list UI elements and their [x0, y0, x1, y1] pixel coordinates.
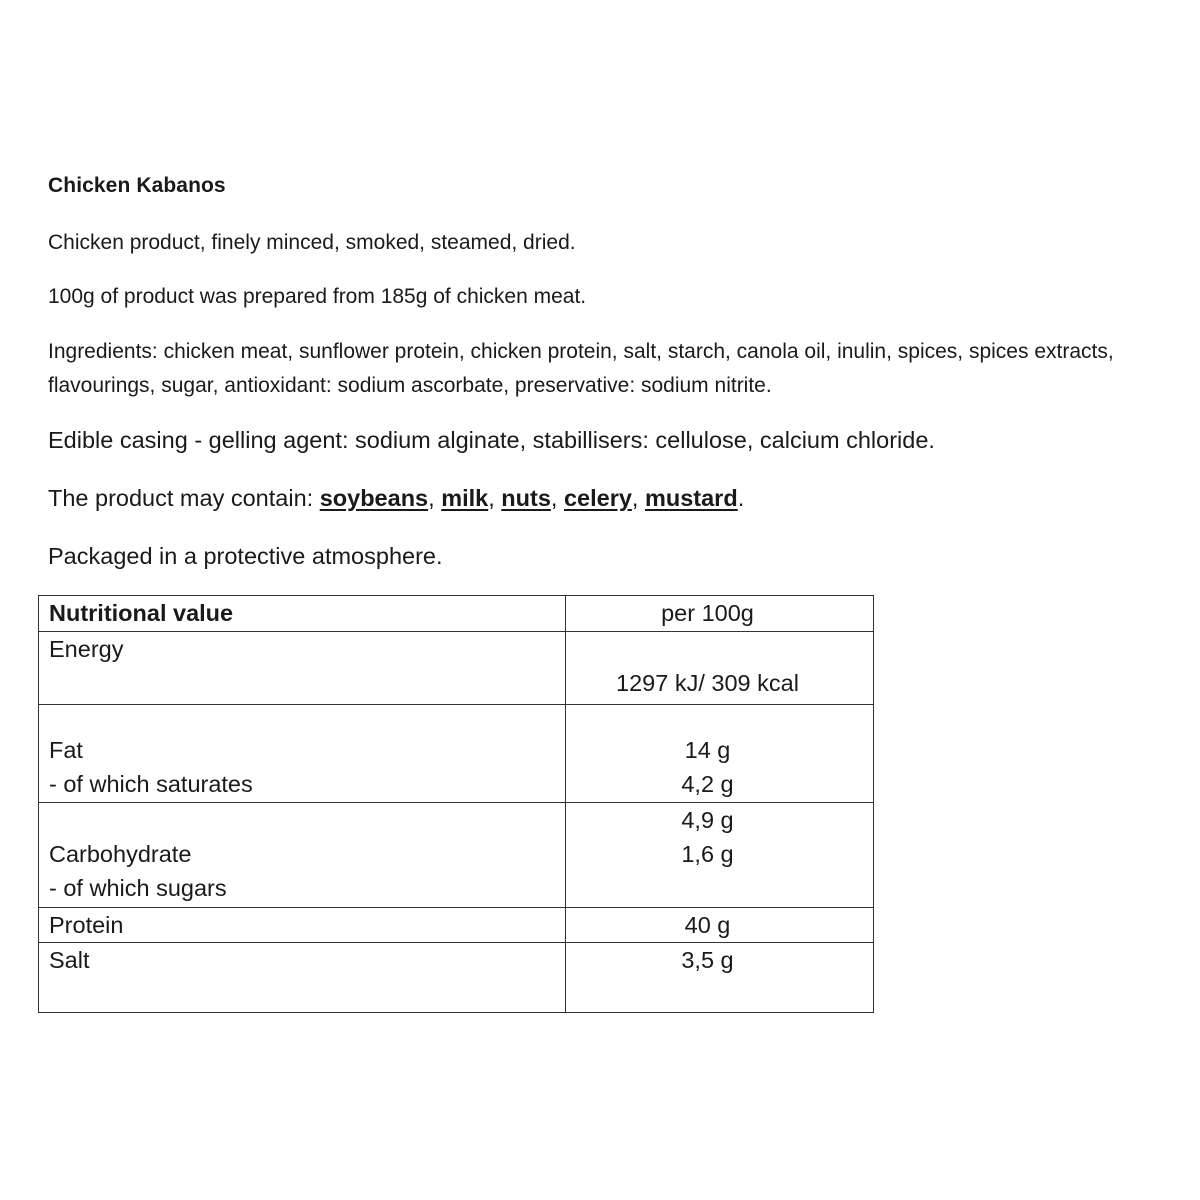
- salt-value: 3,5 g: [566, 943, 874, 1013]
- preparation-note: 100g of product was prepared from 185g of chicken meat.: [48, 285, 587, 308]
- saturates-label: - of which saturates: [49, 771, 253, 797]
- table-row: [39, 908, 874, 943]
- sugars-value: 1,6 g: [681, 841, 734, 867]
- casing-info: Edible casing - gelling agent: sodium alginate, stabillisers: cellulose, calcium chloride.: [48, 427, 935, 453]
- allergen-soybeans: soybeans: [319, 485, 429, 511]
- table-row: [39, 803, 874, 908]
- table-row: [39, 632, 874, 705]
- nutrition-header-label: Nutritional value: [39, 596, 566, 632]
- fat-label: Fat: [49, 737, 83, 763]
- ingredients-list: Ingredients: chicken meat, sunflower protein, chicken protein, salt, starch, canola oil, inulin, spices, spices extracts, flavourings, sugar, antioxidant: sodium ascorbate, preservative: sodium nitrite.: [48, 340, 1114, 397]
- allergen-prefix: The product may contain:: [48, 485, 320, 511]
- protein-value: 40 g: [566, 908, 874, 943]
- protein-label: Protein: [39, 908, 566, 943]
- product-title: Chicken Kabanos: [48, 174, 226, 197]
- product-description: Chicken product, finely minced, smoked, steamed, dried.: [48, 231, 576, 254]
- fat-value: 14 g: [684, 737, 731, 763]
- table-row: [39, 705, 874, 803]
- allergen-nuts: nuts: [501, 485, 551, 511]
- carbohydrate-label: Carbohydrate: [49, 841, 192, 867]
- sugars-label: - of which sugars: [49, 875, 227, 901]
- energy-value: 1297 kJ/ 309 kcal: [616, 670, 799, 696]
- saturates-value: 4,2 g: [681, 771, 734, 797]
- allergen-celery: celery: [563, 485, 632, 511]
- nutrition-table: [38, 595, 874, 1013]
- carbohydrate-value: 4,9 g: [681, 807, 734, 833]
- salt-label: Salt: [39, 943, 566, 1013]
- table-row: [39, 943, 874, 1013]
- allergen-mustard: mustard: [644, 485, 738, 511]
- table-row: [39, 596, 874, 632]
- energy-label: Energy: [49, 636, 124, 662]
- allergen-milk: milk: [441, 485, 489, 511]
- nutrition-header-value: per 100g: [566, 596, 874, 632]
- allergen-warning: The product may contain: soybeans, milk, nuts, celery, mustard.: [48, 485, 745, 511]
- packaging-note: Packaged in a protective atmosphere.: [48, 543, 443, 569]
